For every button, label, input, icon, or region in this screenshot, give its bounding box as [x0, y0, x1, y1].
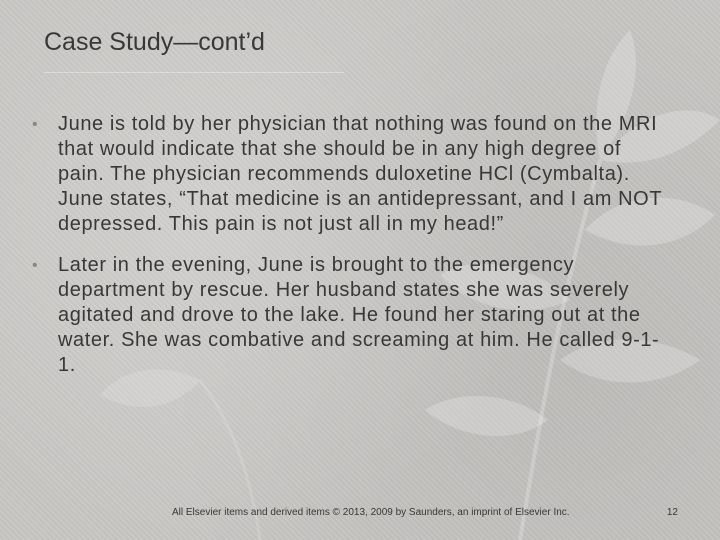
- bullet-icon: •: [32, 116, 39, 133]
- bullet-list: [30, 112, 670, 394]
- bullet-item: [30, 112, 670, 237]
- bullet-text: Later in the evening, June is brought to the emergency department by rescue. Her husband states she was severely agitated and drove to the lake. He found her staring out at the water. She was combative and screaming at him. He called 9-1-1.: [58, 254, 660, 376]
- copyright-footer: All Elsevier items and derived items © 2013, 2009 by Saunders, an imprint of Elsevier Inc.: [172, 507, 570, 518]
- title-divider: [44, 72, 344, 73]
- page-number: 12: [666, 507, 678, 518]
- bullet-item: [30, 253, 670, 378]
- bullet-icon: •: [32, 257, 39, 274]
- bullet-text: June is told by her physician that nothing was found on the MRI that would indicate that she should be in any high degree of pain. The physician recommends duloxetine HCl (Cymbalta). June states, “That medicine is an antidepressant, and I am NOT depressed. This pain is not just all in my head!”: [58, 113, 662, 235]
- slide-title: Case Study—cont’d: [44, 28, 265, 56]
